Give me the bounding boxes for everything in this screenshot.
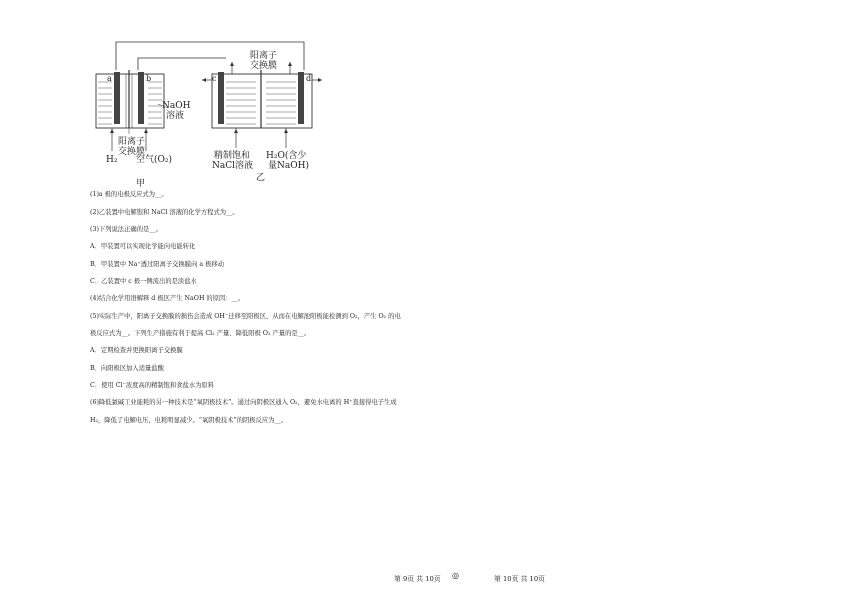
membrane-right-label-1: 阳离子	[250, 51, 278, 61]
water-label-2: 量NaOH)	[268, 161, 309, 171]
page-number-right: 第 10页 共 10页	[494, 575, 545, 583]
electrode-d	[298, 72, 304, 124]
naoh-label: NaOH	[162, 101, 191, 111]
membrane-right-label-2: 交换膜	[250, 61, 278, 71]
electrode-b	[138, 72, 144, 124]
question-line: 极反应式为__。下列生产措施有利于提高 Cl₂ 产量、降低阳极 O₂ 产量的是__。	[90, 330, 311, 337]
question-line: (6)降低氯碱工业能耗的另一种技术是“氧阴极技术”。通过向阴极区通入 O₂，避免水电离的 H⁺直接得电子生成	[90, 399, 397, 406]
nacl-label-1: 精制饱和	[214, 151, 251, 161]
cell-yi	[202, 62, 322, 148]
electrode-a-label: a	[107, 74, 112, 83]
membrane-left-label-2: 交换膜	[118, 147, 146, 157]
electrolysis-apparatus-diagram	[86, 36, 326, 188]
question-option: B．甲装置中 Na⁺透过阳离子交换膜向 a 极移动	[90, 261, 225, 268]
electrode-c-label: c	[212, 74, 217, 83]
question-line: (5)实际生产中，阳离子交换膜的损伤会造成 OH⁻迁移至阳极区，从而在电解池阳极能检测到 O₂，产生 O₂ 的电	[90, 313, 401, 320]
question-line: (1)a 极的电极反应式为__。	[90, 191, 168, 198]
question-line: H₂，降低了电解电压，电耗明显减少。“氧阴极技术”的阴极反应为__。	[90, 417, 288, 424]
electrode-a	[114, 72, 120, 124]
question-line: (2)乙装置中电解饱和 NaCl 溶液的化学方程式为__。	[90, 209, 239, 216]
naoh-solution-label: 溶液	[166, 111, 185, 121]
question-option: A．甲装置可以实现化学能向电能转化	[90, 243, 196, 250]
electrode-d-label: d	[306, 74, 312, 83]
h2-label: H₂	[106, 155, 118, 165]
question-option: B．向阳极区加入适量盐酸	[90, 365, 164, 372]
electrode-c	[218, 72, 224, 124]
question-option: C．乙装置中 c 极一侧流出的是淡盐水	[90, 278, 197, 285]
air-label: 空气(O₂)	[136, 155, 173, 165]
membrane-left-label-1: 阳离子	[118, 137, 146, 147]
page-number-left: 第 9页 共 10页	[394, 575, 441, 583]
label-jia: 甲	[136, 179, 146, 188]
question-option: C．使用 Cl⁻浓度高的精制饱和食盐水为原料	[90, 382, 215, 389]
question-line: (4)结合化学用语解释 d 极区产生 NaOH 的原因：__。	[90, 295, 245, 302]
electrode-b-label: b	[146, 74, 152, 83]
nacl-label-2: NaCl溶液	[212, 161, 254, 171]
question-option: A．定期检查并更换阳离子交换膜	[90, 347, 183, 354]
label-yi: 乙	[256, 173, 266, 183]
question-line: (3)下列说法正确的是__。	[90, 226, 162, 233]
binding-dot-icon: ◎	[452, 571, 459, 580]
water-label-1: H₂O(含少	[266, 151, 307, 161]
connecting-wire-2	[138, 58, 226, 70]
